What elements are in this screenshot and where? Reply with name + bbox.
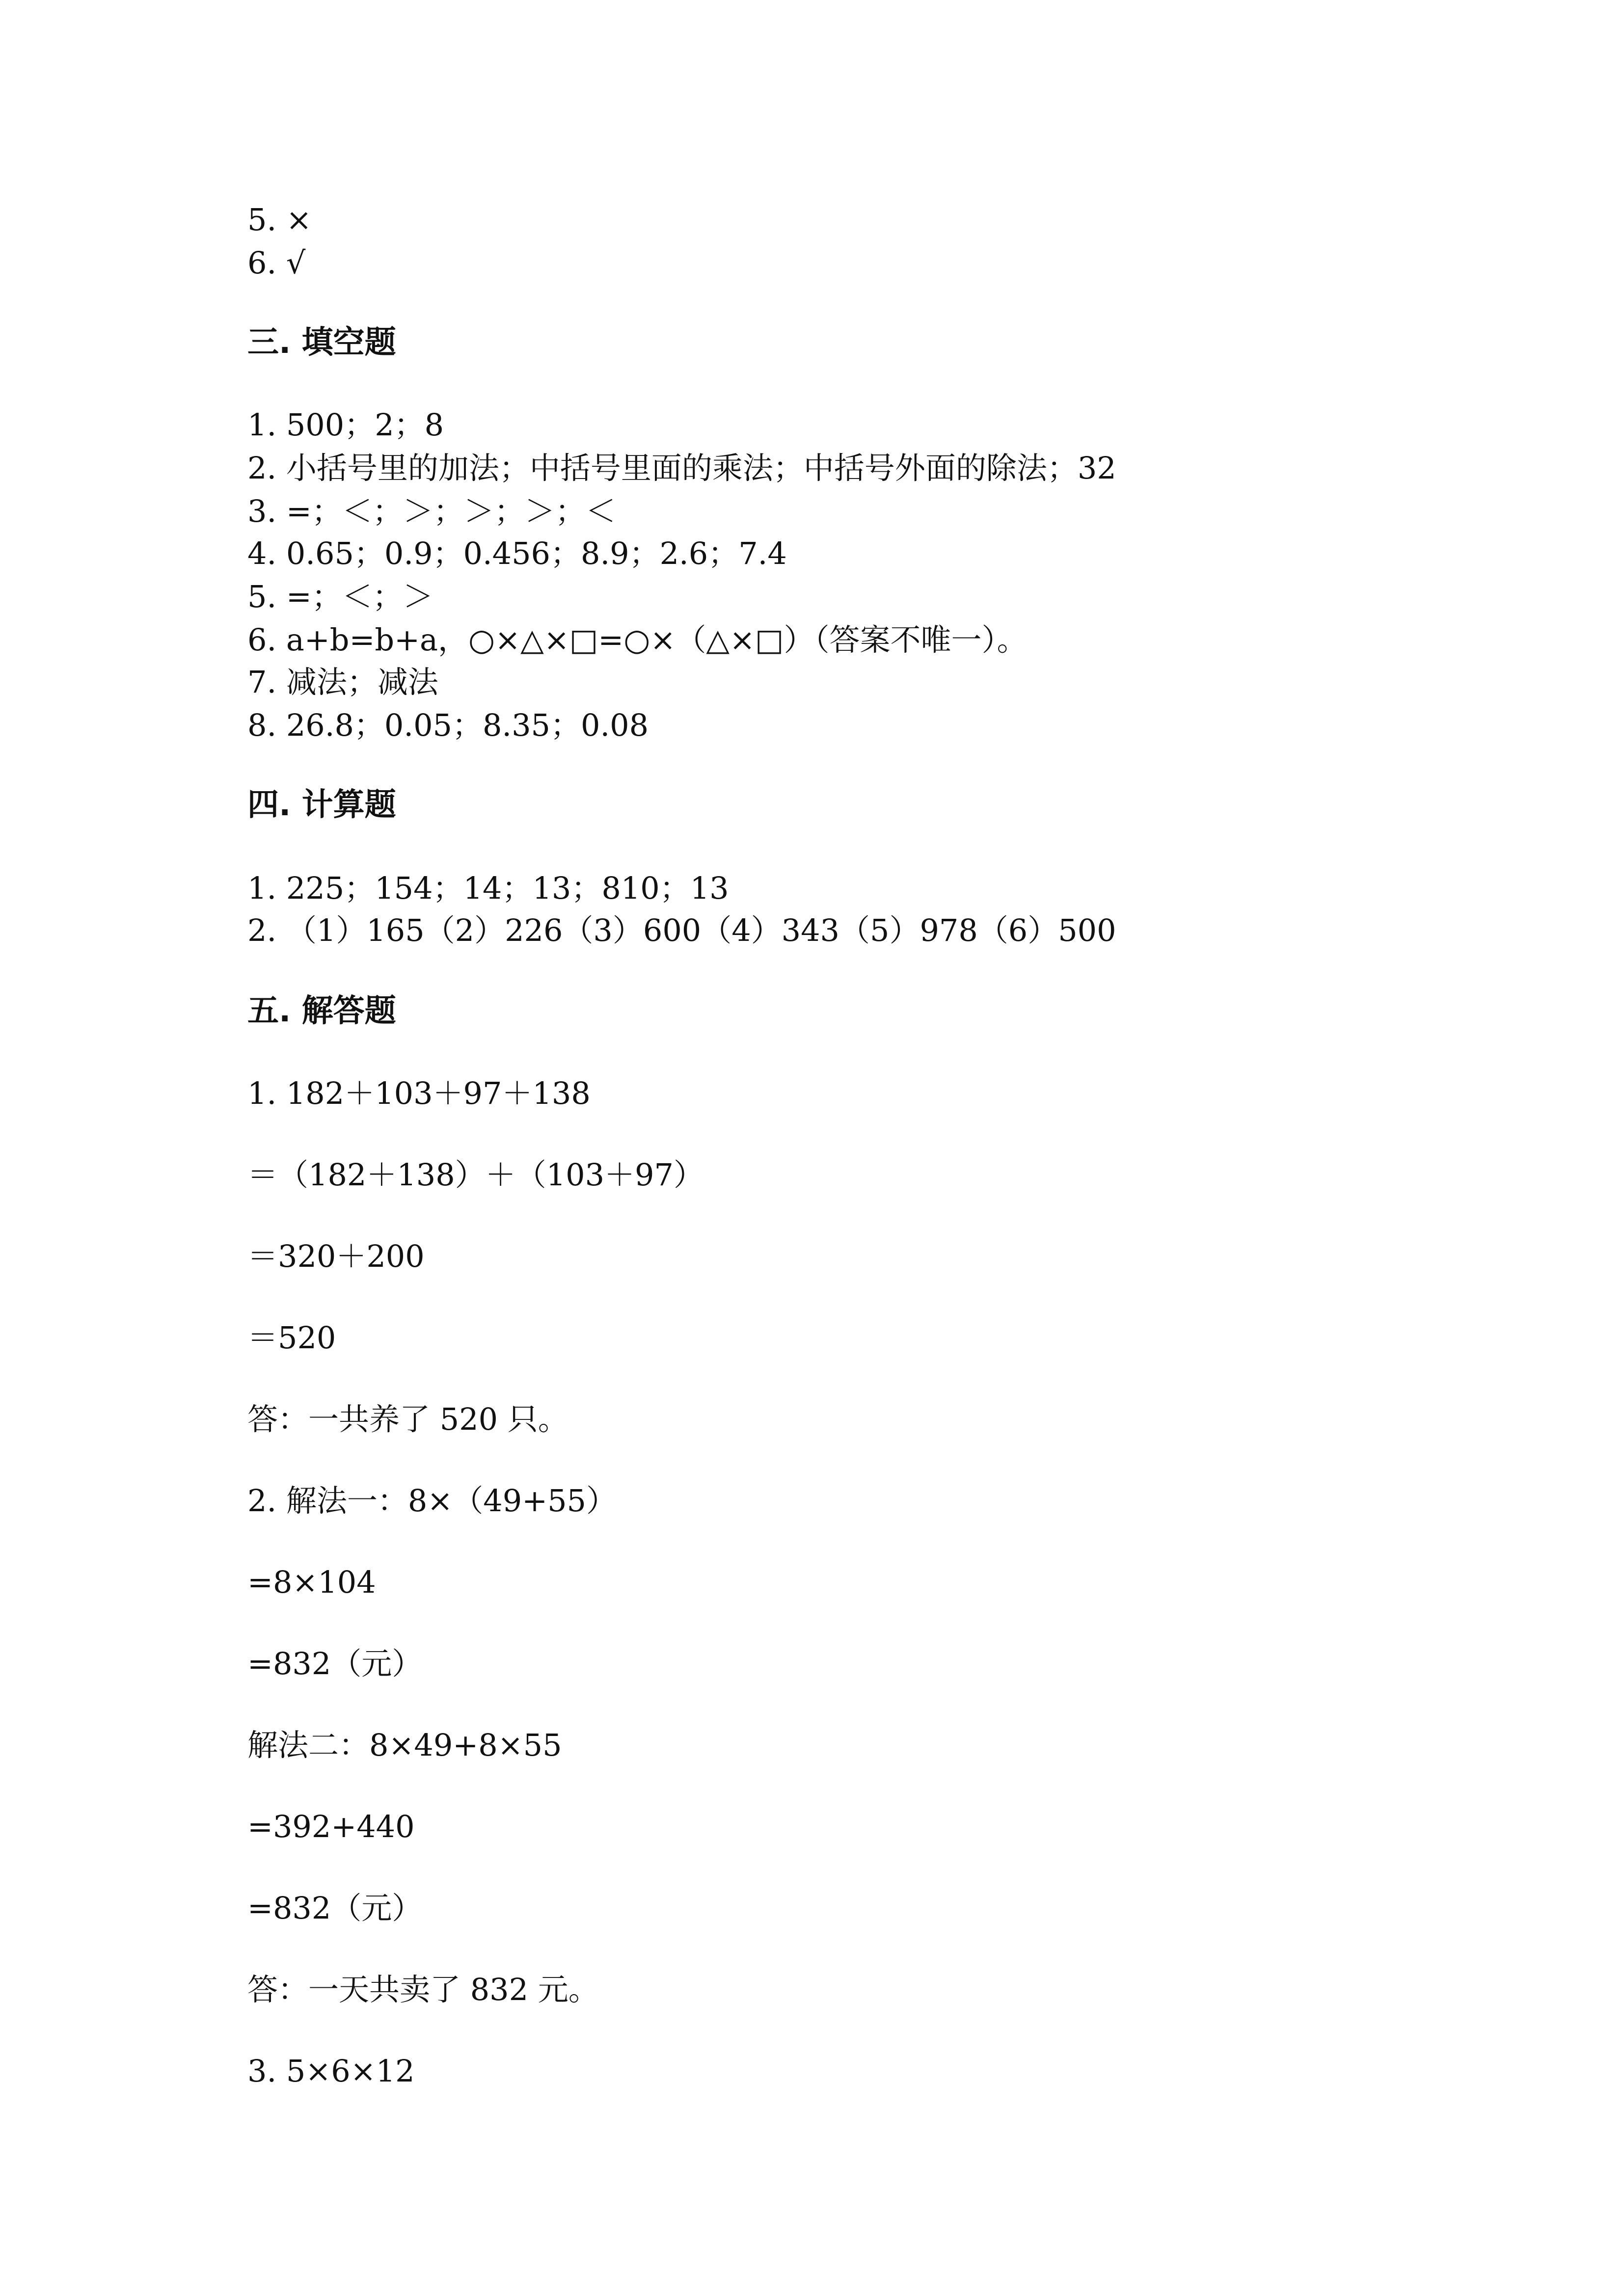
section-title-fill-blank: 三. 填空题 [247,324,396,361]
fill-blank-answer-3: 3. =；＜；＞；＞；＞；＜ [247,493,616,529]
section-title-calculation: 四. 计算题 [247,787,396,823]
solution-answer: 答：一天共卖了 832 元。 [247,1972,599,2007]
fill-blank-answer-4: 4. 0.65；0.9；0.456；8.9；2.6；7.4 [247,535,787,571]
fill-blank-answer-8: 8. 26.8；0.05；8.35；0.08 [247,707,649,743]
solution-line: 1. 182＋103＋97＋138 [247,1075,591,1111]
solution-line: =832（元） [247,1890,423,1926]
solution-line: ＝520 [247,1320,336,1356]
solution-line: =392+440 [247,1809,415,1844]
solution-answer: 答：一共养了 520 只。 [247,1401,568,1437]
judgement-answer-5: 5. × [247,202,312,238]
solution-line: 3. 5×6×12 [247,2053,415,2089]
fill-blank-answer-2: 2. 小括号里的加法；中括号里面的乘法；中括号外面的除法；32 [247,450,1116,486]
calculation-answer-1: 1. 225；154；14；13；810；13 [247,870,729,906]
fill-blank-answer-7: 7. 减法；减法 [247,664,438,700]
fill-blank-answer-5: 5. =；＜；＞ [247,579,433,614]
solution-line: ＝320＋200 [247,1238,425,1274]
fill-blank-answer-1: 1. 500；2；8 [247,407,444,443]
solution-line: =832（元） [247,1646,423,1682]
fill-blank-answer-6: 6. a+b=b+a，○×△×□=○×（△×□）（答案不唯一）。 [247,622,1028,658]
solution-line: 2. 解法一：8×（49+55） [247,1483,617,1519]
solution-line: ＝（182＋138）＋（103＋97） [247,1157,704,1193]
calculation-answer-2: 2. （1）165（2）226（3）600（4）343（5）978（6）500 [247,912,1116,948]
solution-line: =8×104 [247,1564,376,1600]
solution-line: 解法二：8×49+8×55 [247,1727,562,1763]
section-title-solution: 五. 解答题 [247,993,396,1029]
judgement-answer-6: 6. √ [247,245,306,281]
